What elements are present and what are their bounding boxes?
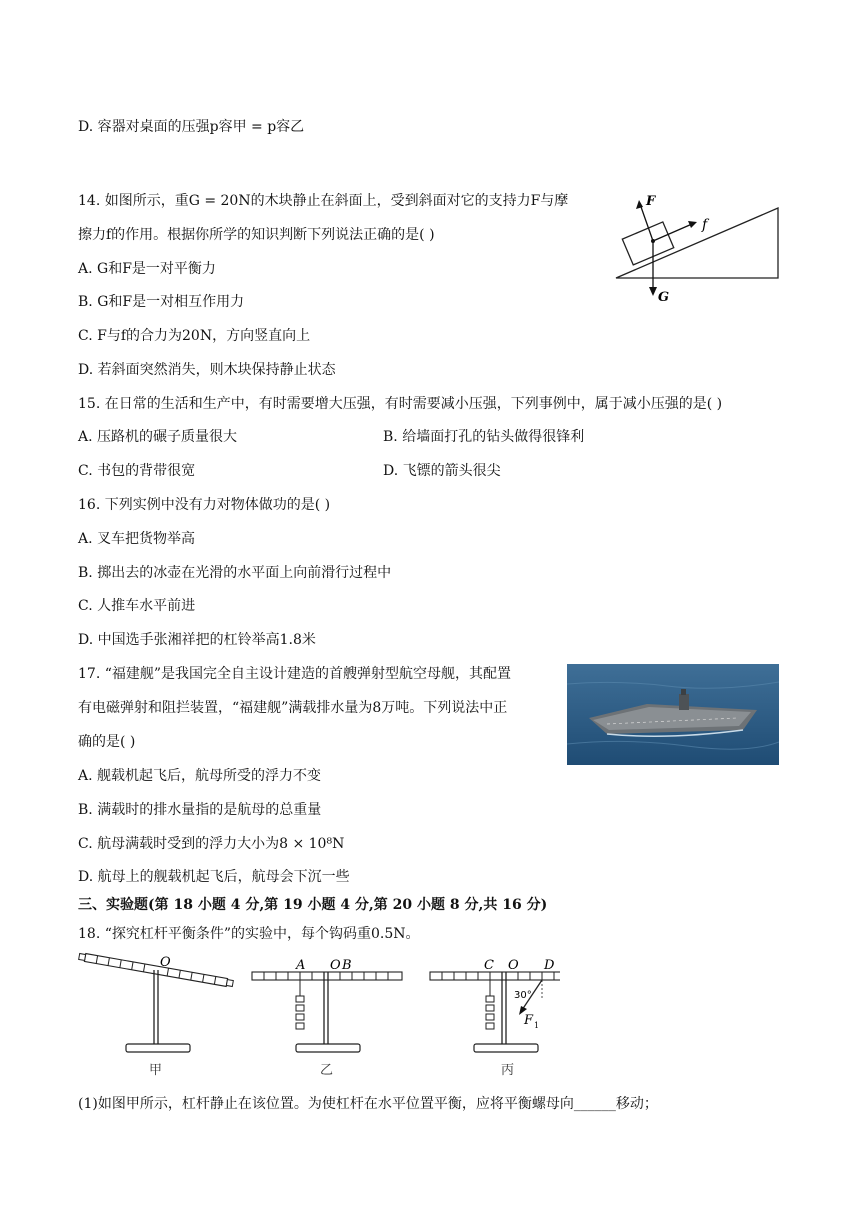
q15-option-a: A. 压路机的碾子质量很大 [78, 429, 238, 445]
lever-yi [252, 958, 402, 1078]
q17-option-c: C. 航母满载时受到的浮力大小为8 × 10⁸N [78, 836, 345, 852]
q17-stem-line2: 有电磁弹射和阻拦装置，“福建舰”满载排水量为8万吨。下列说法中正 [78, 700, 508, 716]
force-label-f: f [702, 217, 708, 233]
svg-text:O: O [330, 958, 341, 973]
section3-title: 三、实验题(第 18 小题 4 分,第 19 小题 4 分,第 20 小题 8 分,共 16 分) [78, 897, 548, 913]
force-label-F: F [646, 194, 656, 209]
incline-figure [608, 188, 788, 306]
lever-bing [430, 958, 560, 1078]
lever-figures [76, 950, 560, 1080]
q16-option-b: B. 掷出去的冰壶在光滑的水平面上向前滑行过程中 [78, 565, 392, 581]
q16-stem: 16. 下列实例中没有力对物体做功的是( ) [78, 497, 331, 513]
q15-option-d: D. 飞镖的箭头很尖 [383, 463, 501, 479]
q14-option-a: A. G和F是一对平衡力 [78, 261, 216, 277]
lever-jia [78, 953, 233, 1078]
svg-text:D: D [544, 958, 555, 973]
q17-option-b: B. 满载时的排水量指的是航母的总重量 [78, 802, 322, 818]
q15-option-b: B. 给墙面打孔的钻头做得很锋利 [383, 429, 585, 445]
svg-text:F: F [524, 1013, 534, 1028]
q17-option-d: D. 航母上的舰载机起飞后，航母会下沉一些 [78, 869, 350, 885]
q17-stem-line3: 确的是( ) [78, 734, 136, 750]
svg-text:O: O [160, 955, 171, 970]
q14-option-b: B. G和F是一对相互作用力 [78, 294, 245, 310]
q18-stem: 18. “探究杠杆平衡条件”的实验中，每个钩码重0.5N。 [78, 926, 420, 942]
q14-stem-line2: 擦力f的作用。根据你所学的知识判断下列说法正确的是( ) [78, 227, 435, 243]
q16-option-c: C. 人推车水平前进 [78, 598, 196, 614]
q14-option-d: D. 若斜面突然消失，则木块保持静止状态 [78, 362, 336, 378]
svg-text:30°: 30° [514, 990, 532, 1001]
q18-part1: (1)如图甲所示，杠杆静止在该位置。为使杠杆在水平位置平衡，应将平衡螺母向______移动； [78, 1096, 658, 1112]
q16-option-a: A. 叉车把货物举高 [78, 531, 196, 547]
q17-stem-line1: 17. “福建舰”是我国完全自主设计建造的首艘弹射型航空母舰，其配置 [78, 666, 512, 682]
svg-text:B: B [342, 958, 352, 973]
q14-option-c: C. F与f的合力为20N，方向竖直向上 [78, 328, 311, 344]
svg-text:A: A [296, 958, 306, 973]
svg-text:甲: 甲 [149, 1063, 163, 1078]
q15-stem: 15. 在日常的生活和生产中，有时需要增大压强，有时需要减小压强，下列事例中，属于减小压强的是( ) [78, 396, 723, 412]
q15-option-c: C. 书包的背带很宽 [78, 463, 196, 479]
q17-option-a: A. 舰载机起飞后，航母所受的浮力不变 [78, 768, 322, 784]
svg-text:1: 1 [534, 1021, 540, 1030]
svg-text:O: O [508, 958, 519, 973]
aircraft-carrier-photo [567, 664, 779, 765]
q13-option-d: D. 容器对桌面的压强p容甲 = p容乙 [78, 119, 305, 135]
q16-option-d: D. 中国选手张湘祥把的杠铃举高1.8米 [78, 632, 316, 648]
svg-text:C: C [484, 958, 494, 973]
svg-text:丙: 丙 [501, 1063, 515, 1078]
svg-text:乙: 乙 [320, 1063, 334, 1078]
q14-stem-line1: 14. 如图所示，重G = 20N的木块静止在斜面上，受到斜面对它的支持力F与摩 [78, 193, 569, 209]
force-label-G: G [658, 290, 670, 305]
